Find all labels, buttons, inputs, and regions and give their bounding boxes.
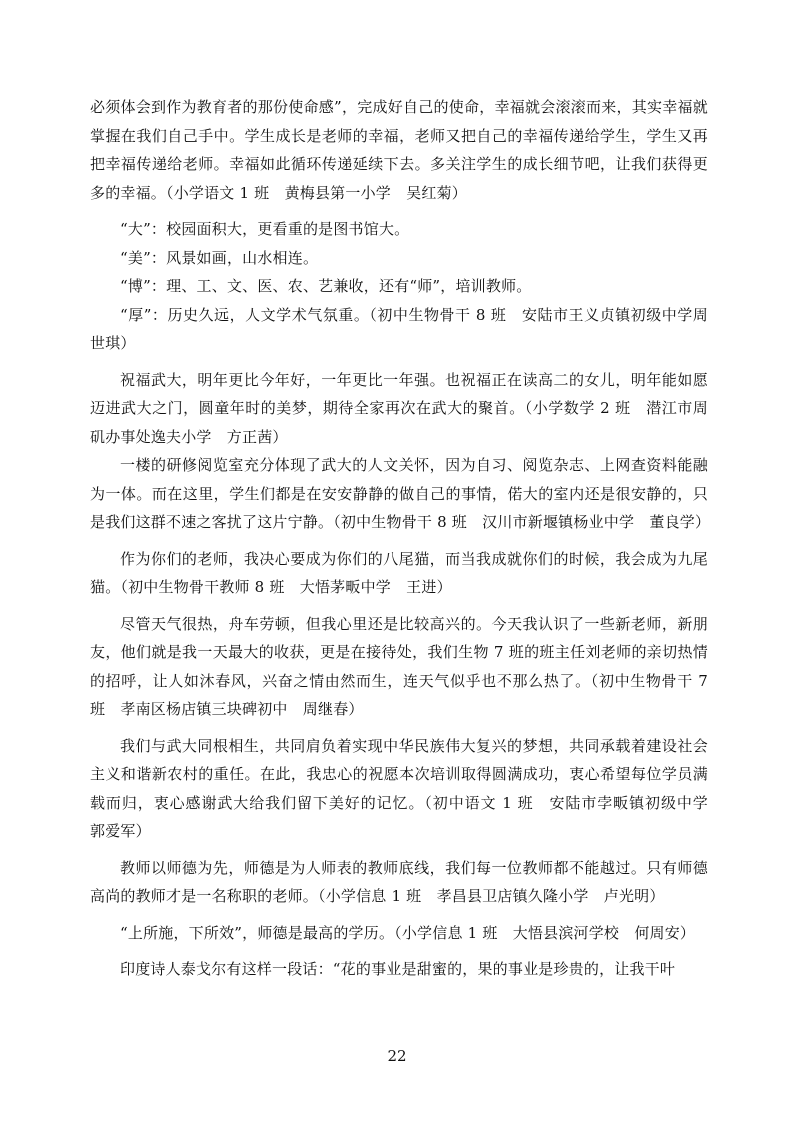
page-number: 22 — [387, 1047, 407, 1065]
paragraph: 我们与武大同根相生，共同肩负着实现中华民族伟大复兴的梦想，共同承载着建设社会主义和谐新农村的重任。在此，我忠心的祝愿本次培训取得圆满成功，衷心希望每位学员满载而归，衷心感谢武大给我们留下美好的记忆。（初中语文 1 班 安陆市孛畈镇初级中学 郭爱军） — [90, 736, 724, 840]
paragraph-gap — [90, 846, 708, 854]
paragraph-gap — [90, 537, 708, 545]
paragraph: 必须体会到作为教育者的那份使命感”，完成好自己的使命，幸福就会滚滚而来，其实幸福就掌握在我们自己手中。学生成长是老师的幸福，老师又把自己的幸福传递给学生，学生又再把幸福传递给老师。幸福如此循环传递延续下去。多关注学生的成长细节吧，让我们获得更多的幸福。（小学语文 1 班 黄梅县第一小学 吴红菊） — [90, 98, 708, 202]
paragraph-gap — [90, 602, 708, 610]
paragraph-gap — [90, 358, 708, 366]
paragraph: “上所施，下所效”，师德是最高的学历。（小学信息 1 班 大悟县滨河学校 何周安） — [120, 923, 696, 942]
paragraph: 祝福武大，明年更比今年好，一年更比一年强。也祝福正在读高二的女儿，明年能如愿迈进武大之门，圆童年时的美梦，期待全家再次在武大的聚首。（小学数学 2 班 潜江市周矶办事处逸夫小学 方正茜） — [90, 370, 708, 446]
page-body — [90, 93, 724, 984]
paragraph: “博”：理、工、文、医、农、艺兼收，还有“师”，培训教师。 — [120, 277, 532, 295]
paragraph: 一楼的研修阅览室充分体现了武大的人文关怀，因为自习、阅览杂志、上网查资料能融为一体。而在这里，学生们都是在安安静静的做自己的事情，偌大的室内还是很安静的，只是我们这群不速之客扰了这片宁静。（初中生物骨干 8 班 汉川市新堰镇杨业中学 董良学） — [90, 456, 711, 531]
paragraph: 教师以师德为先，师德是为人师表的教师底线，我们每一位教师都不能越过。只有师德高尚的教师才是一名称职的老师。（小学信息 1 班 孝昌县卫店镇久隆小学 卢光明） — [90, 858, 708, 905]
paragraph-gap — [90, 724, 708, 732]
paragraph: 作为你们的老师，我决心要成为你们的八尾猫，而当我成就你们的时候，我会成为九尾猫。（初中生物骨干教师 8 班 大悟茅畈中学 王进） — [90, 549, 708, 596]
paragraph-gap — [90, 207, 708, 215]
paragraph-gap — [90, 911, 708, 919]
paragraph: 印度诗人泰戈尔有这样一段话：“花的事业是甜蜜的，果的事业是珍贵的，让我干叶 — [120, 960, 676, 978]
paragraph: “厚”：历史久远，人文学术气氛重。（初中生物骨干 8 班 安陆市王义贞镇初级中学周世琪） — [90, 305, 708, 352]
paragraph: “大”：校园面积大，更看重的是图书馆大。 — [120, 220, 410, 238]
paragraph: “美”：风景如画，山水相连。 — [120, 248, 319, 267]
paragraph-gap — [90, 947, 708, 955]
paragraph: 尽管天气很热，舟车劳顿，但我心里还是比较高兴的。今天我认识了一些新老师，新朋友，他们就是我一天最大的收获，更是在接待处，我们生物 7 班的班主任刘老师的亲切热情的招呼，让人如沐春风，兴奋之情由然而生，连天气似乎也不那么热了。（初中生物骨干 7 班 孝南区杨店镇三块碑初中 周继春） — [90, 614, 708, 718]
